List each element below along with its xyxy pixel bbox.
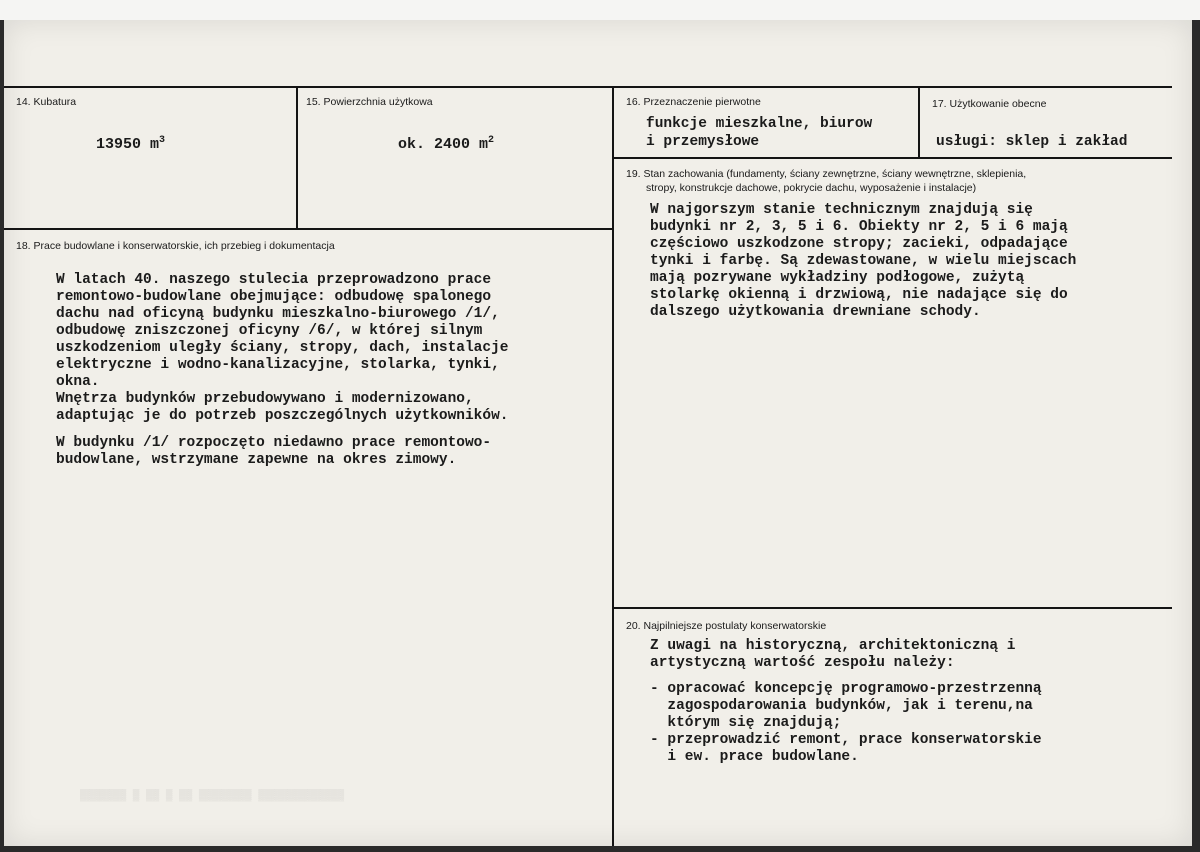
field-18-line-1: W latach 40. naszego stulecia przeprowadzono prace: [56, 272, 492, 288]
rule-under-14-15: [4, 228, 614, 230]
field-20-line-3: - opracować koncepcję programowo-przestrzenną: [650, 681, 1042, 697]
divider-16-17: [918, 86, 920, 158]
field-18-line-10: W budynku /1/ rozpoczęto niedawno prace remontowo-: [56, 435, 492, 451]
field-16-label: 16. Przeznaczenie pierwotne: [626, 96, 761, 108]
field-19-line-3: częściowo uszkodzone stropy; zacieki, odpadające: [650, 236, 1068, 252]
field-18-line-11: budowlane, wstrzymane zapewne na okres zimowy.: [56, 452, 457, 468]
field-18-line-3: dachu nad oficyną budynku mieszkalno-biurowego /1/,: [56, 306, 500, 322]
field-15-value: [398, 136, 494, 153]
show-through: ▓▓▓▓▓▓▓ ▓ ▓▓ ▓ ▓▓ ▓▓▓▓▓▓▓▓ ▓▓▓▓▓▓▓▓▓▓▓▓▓: [80, 790, 345, 802]
field-20-line-1: Z uwagi na historyczną, architektoniczną i: [650, 638, 1016, 654]
field-17-label: 17. Użytkowanie obecne: [932, 98, 1047, 110]
area-exponent: 2: [488, 135, 495, 146]
field-19-line-4: tynki i farbę. Są zdewastowane, w wielu miejscach: [650, 253, 1077, 269]
field-20-line-4: zagospodarowania budynków, jak i terenu,na: [650, 698, 1033, 714]
area-number: ok. 2400 m: [398, 136, 489, 153]
field-19-label-line-1: 19. Stan zachowania (fundamenty, ściany zewnętrzne, ściany wewnętrzne, sklepienia,: [626, 168, 1027, 180]
field-19-label-line-2: stropy, konstrukcje dachowe, pokrycie dachu, wyposażenie i instalacje): [646, 182, 977, 194]
field-14-label: 14. Kubatura: [16, 96, 77, 108]
field-18-line-9: adaptując je do potrzeb poszczególnych użytkowników.: [56, 408, 509, 424]
divider-left-right: [612, 86, 614, 846]
field-20-line-6: - przeprowadzić remont, prace konserwatorskie: [650, 732, 1042, 748]
field-18-line-4: odbudowę zniszczonej oficyny /6/, w której silnym: [56, 323, 483, 339]
field-17-value: usługi: sklep i zakład: [936, 134, 1128, 150]
field-20-line-7: i ew. prace budowlane.: [650, 749, 859, 765]
field-20-label: 20. Najpilniejsze postulaty konserwatorskie: [626, 620, 827, 632]
divider-14-15: [296, 86, 298, 230]
field-14-value: [96, 136, 165, 153]
field-20-line-5: którym się znajdują;: [650, 715, 842, 731]
field-16-line-1: funkcje mieszkalne, biurow: [646, 116, 873, 132]
field-20-line-2: artystyczną wartość zespołu należy:: [650, 655, 955, 671]
field-18-line-7: okna.: [56, 374, 100, 390]
top-rule: [4, 86, 1172, 88]
field-18-line-2: remontowo-budowlane obejmujące: odbudowę spalonego: [56, 289, 492, 305]
rule-above-20: [614, 607, 1172, 609]
field-18-line-6: elektryczne i wodno-kanalizacyjne, stolarka, tynki,: [56, 357, 500, 373]
field-19-line-5: mają pozrywane wykładziny podłogowe, zużytą: [650, 270, 1025, 286]
field-19-line-1: W najgorszym stanie technicznym znajdują się: [650, 202, 1033, 218]
field-18-label: 18. Prace budowlane i konserwatorskie, ich przebieg i dokumentacja: [16, 240, 335, 252]
field-19-line-7: dalszego użytkowania drewniane schody.: [650, 304, 981, 320]
field-16-line-2: i przemysłowe: [646, 134, 760, 150]
field-19-line-6: stolarkę okienną i drzwiową, nie nadające się do: [650, 287, 1068, 303]
scan-top-strip: [0, 0, 1200, 20]
field-18-line-8: Wnętrza budynków przebudowywano i modernizowano,: [56, 391, 474, 407]
field-15-label: 15. Powierzchnia użytkowa: [306, 96, 433, 108]
field-18-line-5: uszkodzeniom uległy ściany, stropy, dach, instalacje: [56, 340, 509, 356]
kubatura-exponent: 3: [159, 135, 166, 146]
field-19-line-2: budynki nr 2, 3, 5 i 6. Obiekty nr 2, 5 i 6 mają: [650, 219, 1068, 235]
kubatura-number: 13950 m: [96, 136, 160, 153]
rule-under-16-17: [614, 157, 1172, 159]
